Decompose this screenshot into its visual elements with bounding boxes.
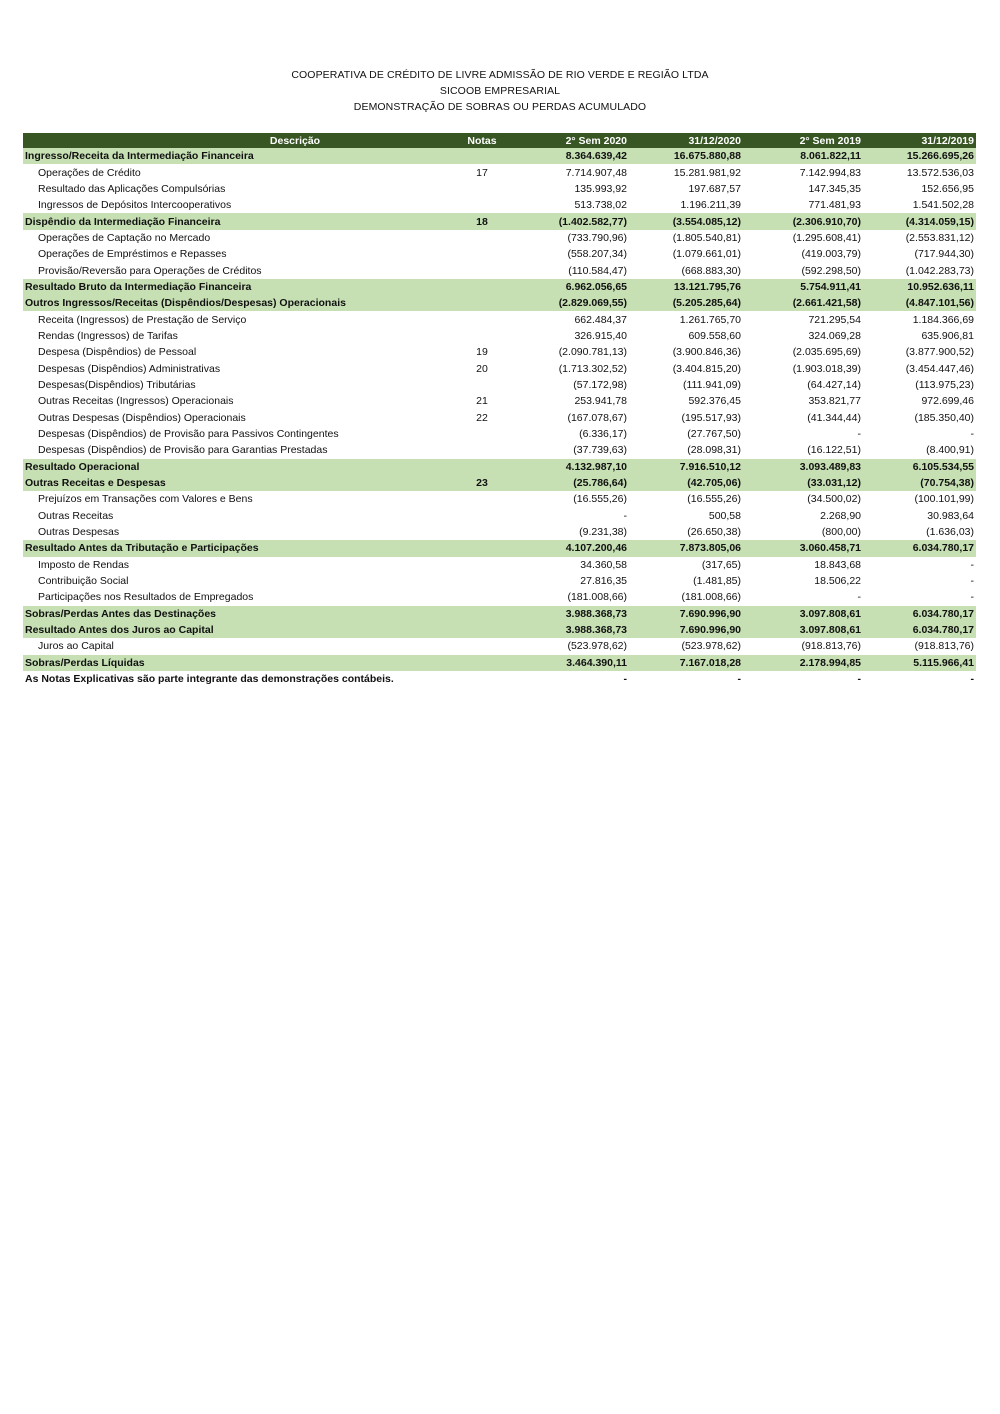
table-row bbox=[23, 638, 976, 654]
row-description: Resultado Operacional bbox=[23, 459, 451, 475]
cell-2sem-2019: 5.754.911,41 bbox=[743, 279, 863, 295]
table-row bbox=[23, 508, 976, 524]
table-row bbox=[23, 459, 976, 475]
table-row bbox=[23, 557, 976, 573]
row-description: Provisão/Reversão para Operações de Créditos bbox=[38, 264, 262, 277]
cell-31-12-2019: 6.034.780,17 bbox=[863, 606, 976, 622]
footnote-cell: - bbox=[743, 671, 863, 687]
cell-2sem-2019: 2.178.994,85 bbox=[743, 655, 863, 671]
column-header-31-12-2019: 31/12/2019 bbox=[863, 133, 976, 148]
cell-2sem-2019: 7.142.994,83 bbox=[799, 166, 861, 179]
cell-2sem-2020: (181.008,66) bbox=[567, 591, 627, 604]
column-header-31-12-2020: 31/12/2020 bbox=[629, 133, 743, 148]
cell-31-12-2019: 972.699,46 bbox=[921, 395, 974, 408]
cell-2sem-2019: (2.661.421,58) bbox=[743, 295, 863, 311]
row-description: Despesas (Dispêndios) de Provisão para Garantias Prestadas bbox=[38, 444, 328, 457]
cell-2sem-2019: (419.003,79) bbox=[801, 248, 861, 261]
cell-2sem-2020: (9.231,38) bbox=[579, 526, 627, 539]
cell-2sem-2020: (523.978,62) bbox=[567, 640, 627, 653]
table-row bbox=[23, 573, 976, 589]
row-description: Outras Receitas (Ingressos) Operacionais bbox=[38, 395, 234, 408]
cell-2sem-2020: (37.739,63) bbox=[573, 444, 627, 457]
row-note bbox=[451, 311, 513, 327]
cell-31-12-2019: 13.572.536,03 bbox=[906, 166, 974, 179]
cell-2sem-2020: 8.364.639,42 bbox=[513, 148, 629, 164]
cell-31-12-2020: 1.196.211,39 bbox=[680, 199, 741, 212]
table-header-row bbox=[23, 133, 976, 148]
cell-31-12-2019: - bbox=[970, 428, 974, 441]
cell-31-12-2020: (26.650,38) bbox=[687, 526, 741, 539]
row-note bbox=[451, 377, 513, 393]
table-row bbox=[23, 524, 976, 540]
row-note bbox=[451, 262, 513, 278]
cell-31-12-2020: (3.404.815,20) bbox=[672, 362, 741, 375]
cell-2sem-2019: 147.345,35 bbox=[808, 182, 861, 195]
row-note: 19 bbox=[476, 346, 488, 359]
cell-31-12-2019: - bbox=[970, 575, 974, 588]
cell-31-12-2019: (3.454.447,46) bbox=[905, 362, 974, 375]
cell-31-12-2019: (2.553.831,12) bbox=[905, 231, 974, 244]
table-row bbox=[23, 360, 976, 376]
row-description: Operações de Captação no Mercado bbox=[38, 231, 211, 244]
row-description: Ingresso/Receita da Intermediação Financeira bbox=[23, 148, 451, 164]
row-note bbox=[451, 181, 513, 197]
cell-2sem-2019: - bbox=[857, 428, 861, 441]
cell-31-12-2020: (1.805.540,81) bbox=[672, 231, 741, 244]
cell-2sem-2019: (918.813,76) bbox=[801, 640, 861, 653]
row-note bbox=[451, 557, 513, 573]
row-note: 22 bbox=[476, 411, 488, 424]
cell-31-12-2019: (8.400,91) bbox=[926, 444, 974, 457]
cell-31-12-2019: (1.042.283,73) bbox=[905, 264, 974, 277]
row-note: 21 bbox=[476, 395, 488, 408]
cell-2sem-2020: 3.988.368,73 bbox=[513, 622, 629, 638]
cell-31-12-2020: (3.554.085,12) bbox=[629, 213, 743, 229]
cell-31-12-2020: 197.687,57 bbox=[688, 182, 741, 195]
income-statement-table bbox=[23, 133, 976, 687]
table-body bbox=[23, 148, 976, 671]
cell-31-12-2020: (27.767,50) bbox=[687, 428, 741, 441]
table-row bbox=[23, 230, 976, 246]
cell-2sem-2020: (2.090.781,13) bbox=[558, 346, 627, 359]
cell-2sem-2020: (733.790,96) bbox=[567, 231, 627, 244]
table-row bbox=[23, 622, 976, 638]
row-note bbox=[451, 230, 513, 246]
cell-31-12-2020: (195.517,93) bbox=[681, 411, 741, 424]
row-note bbox=[451, 426, 513, 442]
column-header-notas: Notas bbox=[451, 133, 513, 148]
row-description: Ingressos de Depósitos Intercooperativos bbox=[38, 199, 232, 212]
row-note bbox=[451, 295, 513, 311]
row-note bbox=[451, 622, 513, 638]
cell-31-12-2019: (70.754,38) bbox=[863, 475, 976, 491]
cell-31-12-2019: (185.350,40) bbox=[914, 411, 974, 424]
row-description: Despesas(Dispêndios) Tributárias bbox=[38, 378, 196, 391]
cell-31-12-2020: 15.281.981,92 bbox=[673, 166, 741, 179]
row-note bbox=[451, 638, 513, 654]
cell-2sem-2019: 18.843,68 bbox=[814, 558, 861, 571]
brand-name: SICOOB EMPRESARIAL bbox=[439, 85, 561, 97]
cell-31-12-2020: (1.079.661,01) bbox=[672, 248, 741, 261]
row-description: Imposto de Rendas bbox=[38, 558, 130, 571]
cell-31-12-2019: - bbox=[970, 591, 974, 604]
cell-2sem-2020: 4.132.987,10 bbox=[513, 459, 629, 475]
cell-2sem-2019: (34.500,02) bbox=[807, 493, 861, 506]
cell-31-12-2020: (668.883,30) bbox=[681, 264, 741, 277]
cell-2sem-2020: 27.816,35 bbox=[580, 575, 627, 588]
cell-31-12-2020: 7.690.996,90 bbox=[629, 622, 743, 638]
row-note bbox=[451, 540, 513, 556]
cell-2sem-2020: 34.360,58 bbox=[580, 558, 627, 571]
table-row bbox=[23, 377, 976, 393]
column-header-descricao: Descrição bbox=[23, 133, 451, 148]
cell-2sem-2019: (16.122,51) bbox=[807, 444, 861, 457]
column-header-2sem-2019: 2° Sem 2019 bbox=[743, 133, 863, 148]
row-note bbox=[451, 246, 513, 262]
table-row bbox=[23, 262, 976, 278]
table-row bbox=[23, 426, 976, 442]
table-row bbox=[23, 311, 976, 327]
cell-2sem-2019: (33.031,12) bbox=[743, 475, 863, 491]
cell-31-12-2019: (4.847.101,56) bbox=[863, 295, 976, 311]
cell-31-12-2019: - bbox=[970, 558, 974, 571]
cell-2sem-2019: (592.298,50) bbox=[801, 264, 861, 277]
cell-2sem-2019: 8.061.822,11 bbox=[743, 148, 863, 164]
cell-31-12-2019: 1.184.366,69 bbox=[912, 313, 974, 326]
footnote-cell: - bbox=[629, 671, 743, 687]
row-note bbox=[451, 197, 513, 213]
cell-2sem-2019: (800,00) bbox=[821, 526, 861, 539]
cell-2sem-2019: 3.097.808,61 bbox=[743, 622, 863, 638]
row-description: Despesa (Dispêndios) de Pessoal bbox=[38, 346, 197, 359]
cell-31-12-2019: 6.105.534,55 bbox=[863, 459, 976, 475]
cell-31-12-2019: (717.944,30) bbox=[914, 248, 974, 261]
row-note bbox=[451, 573, 513, 589]
footnote-cell: - bbox=[513, 671, 629, 687]
table-row bbox=[23, 589, 976, 605]
footnote-cell: - bbox=[863, 671, 976, 687]
column-header-2sem-2020: 2° Sem 2020 bbox=[513, 133, 629, 148]
cell-31-12-2020: (181.008,66) bbox=[681, 591, 741, 604]
cell-31-12-2019: 1.541.502,28 bbox=[912, 199, 974, 212]
table-row bbox=[23, 393, 976, 409]
cell-2sem-2020: (2.829.069,55) bbox=[513, 295, 629, 311]
table-row bbox=[23, 491, 976, 507]
row-description: Rendas (Ingressos) de Tarifas bbox=[38, 329, 178, 342]
cell-2sem-2020: (558.207,34) bbox=[567, 248, 627, 261]
table-row bbox=[23, 279, 976, 295]
row-description: Contribuição Social bbox=[38, 575, 129, 588]
cell-31-12-2020: 16.675.880,88 bbox=[629, 148, 743, 164]
cell-31-12-2019: (1.636,03) bbox=[926, 526, 974, 539]
cell-2sem-2019: (2.035.695,69) bbox=[792, 346, 861, 359]
cell-31-12-2019: (3.877.900,52) bbox=[905, 346, 974, 359]
cell-2sem-2019: - bbox=[857, 591, 861, 604]
cell-31-12-2020: 609.558,60 bbox=[688, 329, 741, 342]
cell-31-12-2019: 6.034.780,17 bbox=[863, 540, 976, 556]
cell-31-12-2020: 592.376,45 bbox=[688, 395, 741, 408]
cell-2sem-2019: (2.306.910,70) bbox=[743, 213, 863, 229]
row-note bbox=[451, 442, 513, 458]
table-row bbox=[23, 606, 976, 622]
cell-2sem-2020: (1.713.302,52) bbox=[558, 362, 627, 375]
cell-2sem-2019: (41.344,44) bbox=[807, 411, 861, 424]
row-description: Sobras/Perdas Antes das Destinações bbox=[23, 606, 451, 622]
cell-2sem-2020: 6.962.056,65 bbox=[513, 279, 629, 295]
table-row bbox=[23, 197, 976, 213]
cell-31-12-2020: (28.098,31) bbox=[687, 444, 741, 457]
cell-31-12-2019: 6.034.780,17 bbox=[863, 622, 976, 638]
cell-2sem-2020: 662.484,37 bbox=[574, 313, 627, 326]
row-note bbox=[451, 606, 513, 622]
row-note bbox=[451, 655, 513, 671]
cell-31-12-2020: 7.916.510,12 bbox=[629, 459, 743, 475]
cell-31-12-2019: 635.906,81 bbox=[921, 329, 974, 342]
cell-31-12-2020: (3.900.846,36) bbox=[672, 346, 741, 359]
table-row bbox=[23, 148, 976, 164]
cell-31-12-2020: (1.481,85) bbox=[693, 575, 741, 588]
cell-2sem-2020: (6.336,17) bbox=[579, 428, 627, 441]
cell-31-12-2020: (16.555,26) bbox=[687, 493, 741, 506]
cell-2sem-2019: 3.097.808,61 bbox=[743, 606, 863, 622]
cell-2sem-2019: 18.506,22 bbox=[814, 575, 861, 588]
cell-2sem-2019: 771.481,93 bbox=[808, 199, 861, 212]
cell-2sem-2020: 326.915,40 bbox=[574, 329, 627, 342]
cell-2sem-2020: 3.988.368,73 bbox=[513, 606, 629, 622]
row-description: Outras Despesas (Dispêndios) Operacionais bbox=[38, 411, 246, 424]
cell-2sem-2020: (110.584,47) bbox=[568, 264, 627, 277]
row-note: 23 bbox=[451, 475, 513, 491]
cell-2sem-2020: 513.738,02 bbox=[574, 199, 627, 212]
cell-31-12-2020: (42.705,06) bbox=[629, 475, 743, 491]
row-description: Resultado Bruto da Intermediação Financeira bbox=[23, 279, 451, 295]
cell-2sem-2019: 2.268,90 bbox=[820, 509, 861, 522]
cell-31-12-2019: 152.656,95 bbox=[921, 182, 974, 195]
cell-2sem-2020: 3.464.390,11 bbox=[513, 655, 629, 671]
table-row bbox=[23, 164, 976, 180]
row-note bbox=[451, 508, 513, 524]
cell-31-12-2020: (111.941,09) bbox=[683, 378, 741, 391]
table-row bbox=[23, 410, 976, 426]
row-description: Resultado das Aplicações Compulsórias bbox=[38, 182, 226, 195]
row-description: Resultado Antes dos Juros ao Capital bbox=[23, 622, 451, 638]
row-description: Outras Receitas bbox=[38, 509, 114, 522]
cell-2sem-2020: 4.107.200,46 bbox=[513, 540, 629, 556]
row-description: Sobras/Perdas Líquidas bbox=[23, 655, 451, 671]
cell-2sem-2019: 3.093.489,83 bbox=[743, 459, 863, 475]
row-description: Juros ao Capital bbox=[38, 640, 114, 653]
cell-2sem-2020: (1.402.582,77) bbox=[513, 213, 629, 229]
cell-31-12-2020: 1.261.765,70 bbox=[679, 313, 741, 326]
cell-2sem-2019: 721.295,54 bbox=[808, 313, 861, 326]
row-description: Operações de Crédito bbox=[38, 166, 141, 179]
cell-31-12-2019: 10.952.636,11 bbox=[863, 279, 976, 295]
company-name: COOPERATIVA DE CRÉDITO DE LIVRE ADMISSÃO DE RIO VERDE E REGIÃO LTDA bbox=[291, 69, 709, 81]
row-note bbox=[451, 491, 513, 507]
row-note bbox=[451, 589, 513, 605]
cell-31-12-2019: (4.314.059,15) bbox=[863, 213, 976, 229]
table-row bbox=[23, 295, 976, 311]
cell-2sem-2019: 3.060.458,71 bbox=[743, 540, 863, 556]
statement-title: DEMONSTRAÇÃO DE SOBRAS OU PERDAS ACUMULADO bbox=[353, 101, 647, 113]
cell-31-12-2019: 15.266.695,26 bbox=[863, 148, 976, 164]
cell-31-12-2020: 7.873.805,06 bbox=[629, 540, 743, 556]
row-note bbox=[451, 279, 513, 295]
row-description: Receita (Ingressos) de Prestação de Serviço bbox=[38, 313, 247, 326]
table-row bbox=[23, 475, 976, 491]
table-row bbox=[23, 328, 976, 344]
cell-31-12-2020: (317,65) bbox=[701, 558, 741, 571]
footnote-row bbox=[23, 671, 976, 687]
footnote-text: As Notas Explicativas são parte integrante das demonstrações contábeis. bbox=[23, 671, 513, 687]
table-row bbox=[23, 181, 976, 197]
cell-2sem-2020: 135.993,92 bbox=[574, 182, 627, 195]
document-header bbox=[0, 67, 1000, 115]
row-description: Dispêndio da Intermediação Financeira bbox=[23, 213, 451, 229]
cell-31-12-2019: 30.983,64 bbox=[927, 509, 974, 522]
cell-2sem-2020: 7.714.907,48 bbox=[565, 166, 627, 179]
row-description: Despesas (Dispêndios) Administrativas bbox=[38, 362, 221, 375]
cell-2sem-2019: (1.903.018,39) bbox=[792, 362, 861, 375]
cell-31-12-2020: 13.121.795,76 bbox=[629, 279, 743, 295]
table-row bbox=[23, 540, 976, 556]
table-row bbox=[23, 442, 976, 458]
cell-31-12-2020: 7.690.996,90 bbox=[629, 606, 743, 622]
row-note: 18 bbox=[451, 213, 513, 229]
row-note bbox=[451, 459, 513, 475]
table-row bbox=[23, 344, 976, 360]
cell-31-12-2019: (918.813,76) bbox=[914, 640, 974, 653]
row-description: Operações de Empréstimos e Repasses bbox=[38, 248, 227, 261]
row-note bbox=[451, 148, 513, 164]
row-note bbox=[451, 524, 513, 540]
row-description: Outras Despesas bbox=[38, 526, 120, 539]
row-description: Participações nos Resultados de Empregados bbox=[38, 591, 254, 604]
cell-31-12-2019: (113.975,23) bbox=[915, 378, 974, 391]
row-description: Prejuízos em Transações com Valores e Bens bbox=[38, 493, 253, 506]
cell-31-12-2020: 500,58 bbox=[708, 509, 741, 522]
cell-31-12-2020: (523.978,62) bbox=[681, 640, 741, 653]
cell-2sem-2020: (57.172,98) bbox=[573, 378, 627, 391]
cell-31-12-2020: 7.167.018,28 bbox=[629, 655, 743, 671]
table-row bbox=[23, 246, 976, 262]
table-row bbox=[23, 213, 976, 229]
cell-2sem-2019: (64.427,14) bbox=[807, 378, 861, 391]
cell-31-12-2019: 5.115.966,41 bbox=[863, 655, 976, 671]
row-description: Outras Receitas e Despesas bbox=[23, 475, 451, 491]
cell-2sem-2019: 353.821,77 bbox=[808, 395, 861, 408]
row-description: Despesas (Dispêndios) de Provisão para Passivos Contingentes bbox=[38, 428, 339, 441]
cell-31-12-2019: (100.101,99) bbox=[914, 493, 974, 506]
cell-2sem-2020: (16.555,26) bbox=[573, 493, 627, 506]
cell-31-12-2020: (5.205.285,64) bbox=[629, 295, 743, 311]
row-note: 17 bbox=[476, 166, 488, 179]
row-note bbox=[451, 328, 513, 344]
row-note: 20 bbox=[476, 362, 488, 375]
cell-2sem-2020: (167.078,67) bbox=[567, 411, 627, 424]
cell-2sem-2020: 253.941,78 bbox=[574, 395, 627, 408]
table-row bbox=[23, 655, 976, 671]
cell-2sem-2020: (25.786,64) bbox=[513, 475, 629, 491]
row-description: Resultado Antes da Tributação e Participações bbox=[23, 540, 451, 556]
cell-2sem-2020: - bbox=[623, 509, 627, 522]
cell-2sem-2019: (1.295.608,41) bbox=[792, 231, 861, 244]
cell-2sem-2019: 324.069,28 bbox=[808, 329, 861, 342]
row-description: Outros Ingressos/Receitas (Dispêndios/Despesas) Operacionais bbox=[23, 295, 451, 311]
